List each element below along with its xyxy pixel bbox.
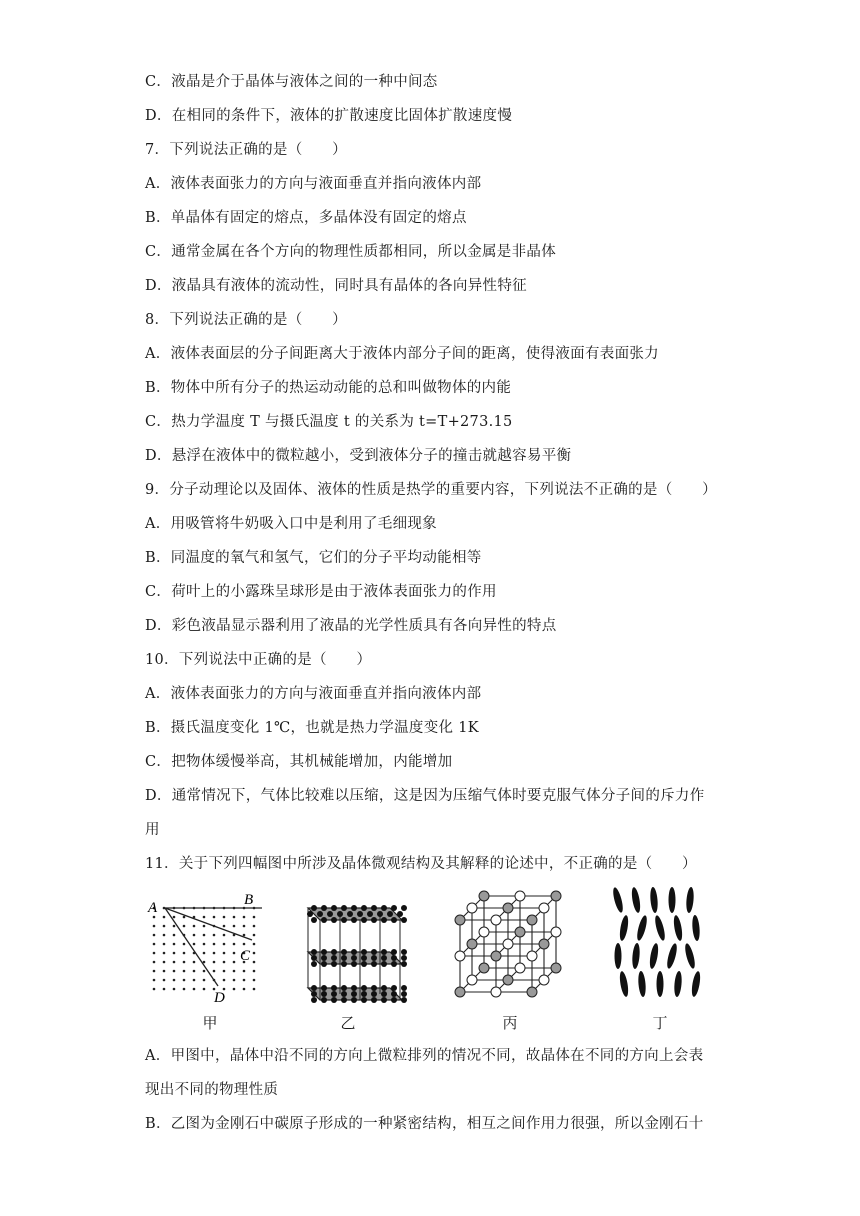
- point-b-label: B: [244, 892, 254, 908]
- carbon-atom: [331, 961, 337, 967]
- carbon-atom: [387, 911, 393, 917]
- line-q7-b: B．单晶体有固定的熔点，多晶体没有固定的熔点: [145, 210, 467, 226]
- lattice-dot: [153, 925, 156, 928]
- question-8-stem: 8．下列说法正确的是（ ）: [145, 312, 347, 328]
- lattice-dot: [223, 916, 226, 919]
- lattice-ion: [539, 903, 549, 913]
- carbon-atom: [331, 991, 337, 997]
- lattice-dot: [183, 979, 186, 982]
- lattice-ion: [455, 951, 465, 961]
- lattice-dot: [163, 934, 166, 937]
- liquid-crystal-molecule: [657, 971, 664, 997]
- carbon-atom: [321, 949, 327, 955]
- line-q7-c: C．通常金属在各个方向的物理性质都相同，所以金属是非晶体: [145, 244, 556, 260]
- point-a-label: A: [148, 900, 158, 916]
- lattice-dot: [183, 970, 186, 973]
- lattice-dot: [153, 970, 156, 973]
- lattice-ion: [539, 975, 549, 985]
- carbon-atom: [367, 911, 373, 917]
- carbon-atom: [381, 997, 387, 1003]
- carbon-atom: [321, 985, 327, 991]
- lattice-dot: [253, 988, 256, 991]
- line-q10-d: D．通常情况下，气体比较难以压缩，这是因为压缩气体时要克服气体分子间的斥力作: [145, 788, 705, 804]
- carbon-atom: [391, 961, 397, 967]
- carbon-atom: [401, 991, 407, 997]
- lattice-ion: [491, 951, 501, 961]
- lattice-dot: [253, 961, 256, 964]
- carbon-atom: [351, 905, 357, 911]
- lattice-dot: [173, 925, 176, 928]
- carbon-atom: [401, 997, 407, 1003]
- figure-yi-label: 乙: [340, 1014, 356, 1032]
- carbon-atom: [357, 911, 363, 917]
- lattice-dot: [153, 979, 156, 982]
- lattice-dot: [193, 943, 196, 946]
- lattice-dot: [173, 916, 176, 919]
- line-q10-a: A．液体表面张力的方向与液面垂直并指向液体内部: [145, 686, 482, 702]
- figure-jia: [140, 878, 270, 1032]
- liquid-crystal-molecule: [618, 915, 629, 942]
- lattice-ion: [551, 963, 561, 973]
- carbon-atom: [361, 905, 367, 911]
- lattice-dot: [233, 925, 236, 928]
- lattice-dot: [213, 952, 216, 955]
- carbon-atom: [391, 991, 397, 997]
- carbon-atom: [391, 997, 397, 1003]
- carbon-atom: [311, 905, 317, 911]
- cubic-lattice-diagram: [440, 878, 570, 1008]
- liquid-crystal-molecule: [635, 915, 648, 942]
- layered-structure-diagram: [290, 878, 410, 1008]
- carbon-atom: [391, 917, 397, 923]
- lattice-dot: [173, 943, 176, 946]
- liquid-crystal-molecule: [685, 887, 694, 914]
- lattice-dot: [223, 934, 226, 937]
- carbon-atom: [361, 991, 367, 997]
- lattice-dot: [163, 979, 166, 982]
- lattice-dot: [243, 916, 246, 919]
- carbon-atom: [361, 917, 367, 923]
- lattice-dot: [213, 943, 216, 946]
- line-q8-d: D．悬浮在液体中的微粒越小，受到液体分子的撞击就越容易平衡: [145, 448, 572, 464]
- lattice-ion: [527, 987, 537, 997]
- line-q11-a: A．甲图中，晶体中沿不同的方向上微粒排列的情况不同，故晶体在不同的方向上会表: [145, 1048, 704, 1064]
- lattice-dot: [163, 961, 166, 964]
- lattice-ion: [527, 951, 537, 961]
- liquid-crystal-molecule: [673, 971, 682, 998]
- carbon-atom: [337, 911, 343, 917]
- line-q7-d: D．液晶具有液体的流动性，同时具有晶体的各向异性特征: [145, 278, 527, 294]
- carbon-atom: [401, 955, 407, 961]
- carbon-atom: [377, 911, 383, 917]
- lattice-ion: [467, 975, 477, 985]
- line-q9-a: A．用吸管将牛奶吸入口中是利用了毛细现象: [145, 516, 437, 532]
- lattice-dot: [183, 988, 186, 991]
- lattice-dot: [173, 979, 176, 982]
- line-q7-a: A．液体表面张力的方向与液面垂直并指向液体内部: [145, 176, 482, 192]
- carbon-atom: [401, 949, 407, 955]
- lattice-ion: [491, 915, 501, 925]
- lattice-dot: [163, 943, 166, 946]
- carbon-atom: [311, 955, 317, 961]
- lattice-dot: [163, 970, 166, 973]
- carbon-atom: [351, 985, 357, 991]
- lattice-dot: [223, 961, 226, 964]
- lattice-dot: [213, 970, 216, 973]
- lattice-dot: [183, 943, 186, 946]
- line-q6-c: C．液晶是介于晶体与液体之间的一种中间态: [145, 74, 438, 90]
- lattice-dot: [193, 934, 196, 937]
- point-d-label: D: [214, 990, 225, 1006]
- lattice-ion: [503, 903, 513, 913]
- carbon-atom: [391, 905, 397, 911]
- lattice-ion: [515, 891, 525, 901]
- carbon-atom: [371, 991, 377, 997]
- line-q11-b: B．乙图为金刚石中碳原子形成的一种紧密结构，相互之间作用力很强，所以金刚石十: [145, 1116, 704, 1132]
- carbon-atom: [371, 985, 377, 991]
- carbon-atom: [371, 949, 377, 955]
- carbon-atom: [381, 991, 387, 997]
- liquid-crystal-molecule: [665, 943, 678, 970]
- liquid-crystal-molecule: [630, 887, 641, 914]
- carbon-atom: [401, 985, 407, 991]
- liquid-crystal-molecule: [669, 887, 676, 913]
- lattice-ion: [515, 963, 525, 973]
- carbon-atom: [401, 961, 407, 967]
- carbon-atom: [371, 917, 377, 923]
- figure-ding: [600, 878, 710, 1032]
- carbon-atom: [311, 949, 317, 955]
- carbon-atom: [351, 961, 357, 967]
- liquid-crystal-molecule: [683, 943, 696, 970]
- lattice-dot: [223, 979, 226, 982]
- lattice-dot: [193, 925, 196, 928]
- carbon-atom: [381, 961, 387, 967]
- figure-ding-label: 丁: [652, 1014, 668, 1032]
- lattice-dot: [203, 934, 206, 937]
- liquid-crystal-molecule: [690, 971, 701, 998]
- line-q8-b: B．物体中所有分子的热运动动能的总和叫做物体的内能: [145, 380, 512, 396]
- lattice-dot: [243, 979, 246, 982]
- lattice-dot: [243, 934, 246, 937]
- carbon-atom: [391, 985, 397, 991]
- lattice-dot: [203, 925, 206, 928]
- carbon-atom: [311, 917, 317, 923]
- lattice-dot: [173, 970, 176, 973]
- carbon-atom: [351, 991, 357, 997]
- lattice-dot: [183, 961, 186, 964]
- lattice-dot: [233, 961, 236, 964]
- lattice-dot: [153, 988, 156, 991]
- carbon-atom: [381, 985, 387, 991]
- carbon-atom: [341, 905, 347, 911]
- lattice-ion: [503, 939, 513, 949]
- lattice-ion: [539, 939, 549, 949]
- carbon-atom: [401, 917, 407, 923]
- liquid-crystal-molecule: [648, 943, 659, 970]
- lattice-dot: [153, 952, 156, 955]
- line-q9-c: C．荷叶上的小露珠呈球形是由于液体表面张力的作用: [145, 584, 497, 600]
- lattice-ion: [467, 939, 477, 949]
- carbon-atom: [391, 955, 397, 961]
- lattice-dot: [233, 988, 236, 991]
- lattice-dot: [223, 925, 226, 928]
- lattice-dot: [193, 961, 196, 964]
- carbon-atom: [341, 985, 347, 991]
- carbon-atom: [371, 905, 377, 911]
- lattice-dot: [253, 970, 256, 973]
- liquid-crystal-diagram: [600, 878, 710, 1008]
- liquid-crystal-molecule: [631, 943, 640, 970]
- carbon-atom: [391, 949, 397, 955]
- carbon-atom: [341, 955, 347, 961]
- carbon-atom: [341, 949, 347, 955]
- liquid-crystal-molecule: [653, 915, 666, 942]
- liquid-crystal-molecule: [611, 887, 624, 914]
- lattice-dot: [253, 952, 256, 955]
- carbon-atom: [331, 905, 337, 911]
- line-q9-b: B．同温度的氧气和氢气，它们的分子平均动能相等: [145, 550, 482, 566]
- lattice-dot: [153, 943, 156, 946]
- lattice-dot: [183, 952, 186, 955]
- carbon-atom: [321, 961, 327, 967]
- point-c-label: C: [240, 948, 251, 964]
- lattice-ion: [491, 987, 501, 997]
- line-q10-d-cont: 用: [145, 822, 160, 838]
- carbon-atom: [381, 949, 387, 955]
- lattice-dot: [203, 970, 206, 973]
- lattice-dot: [213, 961, 216, 964]
- lattice-dot: [203, 979, 206, 982]
- line-q11-a-cont: 现出不同的物理性质: [145, 1082, 279, 1098]
- lattice-dot: [243, 943, 246, 946]
- carbon-atom: [341, 997, 347, 1003]
- carbon-atom: [311, 991, 317, 997]
- carbon-atom: [351, 917, 357, 923]
- carbon-atom: [351, 997, 357, 1003]
- lattice-dot: [203, 952, 206, 955]
- line-q8-a: A．液体表面层的分子间距离大于液体内部分子间的距离，使得液面有表面张力: [145, 346, 659, 362]
- lattice-dot: [253, 916, 256, 919]
- lattice-ion: [551, 927, 561, 937]
- lattice-dot: [163, 988, 166, 991]
- lattice-dot: [233, 979, 236, 982]
- question-11-stem: 11．关于下列四幅图中所涉及晶体微观结构及其解释的论述中，不正确的是（ ）: [145, 856, 697, 872]
- carbon-atom: [381, 905, 387, 911]
- lattice-dot: [153, 961, 156, 964]
- carbon-atom: [321, 955, 327, 961]
- carbon-atom: [361, 997, 367, 1003]
- carbon-atom: [401, 905, 407, 911]
- carbon-atom: [321, 997, 327, 1003]
- lattice-dot: [213, 916, 216, 919]
- carbon-atom: [331, 949, 337, 955]
- question-10-stem: 10．下列说法中正确的是（ ）: [145, 652, 372, 668]
- carbon-atom: [397, 911, 403, 917]
- figure-yi: [290, 878, 410, 1032]
- lattice-dot: [243, 988, 246, 991]
- lattice-dot: [233, 916, 236, 919]
- carbon-atom: [327, 911, 333, 917]
- lattice-dot: [163, 916, 166, 919]
- lattice-dot: [183, 916, 186, 919]
- lattice-dot: [203, 916, 206, 919]
- lattice-ion: [515, 927, 525, 937]
- carbon-atom: [371, 997, 377, 1003]
- lattice-dot: [253, 943, 256, 946]
- carbon-atom: [381, 917, 387, 923]
- lattice-dot: [253, 925, 256, 928]
- lattice-dot: [153, 934, 156, 937]
- line-q10-c: C．把物体缓慢举高，其机械能增加，内能增加: [145, 754, 453, 770]
- carbon-atom: [347, 911, 353, 917]
- carbon-atom: [321, 905, 327, 911]
- lattice-dot: [243, 970, 246, 973]
- carbon-atom: [371, 961, 377, 967]
- lattice-dot: [203, 988, 206, 991]
- lattice-dot: [233, 970, 236, 973]
- lattice-dot: [193, 979, 196, 982]
- carbon-atom: [361, 985, 367, 991]
- lattice-dot: [233, 943, 236, 946]
- liquid-crystal-molecule: [691, 915, 700, 942]
- liquid-crystal-molecule: [649, 887, 658, 914]
- lattice-ion: [455, 987, 465, 997]
- carbon-atom: [341, 961, 347, 967]
- lattice-ion: [479, 963, 489, 973]
- lattice-dot-diagram: [140, 878, 270, 1008]
- lattice-dot: [223, 952, 226, 955]
- carbon-atom: [321, 917, 327, 923]
- question-9-stem: 9．分子动理论以及固体、液体的性质是热学的重要内容，下列说法不正确的是（ ）: [145, 482, 717, 498]
- lattice-ion: [467, 903, 477, 913]
- question-7-stem: 7．下列说法正确的是（ ）: [145, 142, 347, 158]
- line-q9-d: D．彩色液晶显示器利用了液晶的光学性质具有各向异性的特点: [145, 618, 557, 634]
- lattice-dot: [183, 925, 186, 928]
- carbon-atom: [361, 961, 367, 967]
- carbon-atom: [331, 917, 337, 923]
- line-q6-d: D．在相同的条件下，液体的扩散速度比固体扩散速度慢: [145, 108, 513, 124]
- carbon-atom: [321, 991, 327, 997]
- lattice-dot: [193, 988, 196, 991]
- figure-bing-label: 丙: [502, 1014, 518, 1032]
- carbon-atom: [331, 985, 337, 991]
- carbon-atom: [331, 955, 337, 961]
- carbon-atom: [351, 949, 357, 955]
- figure-bing: [440, 878, 570, 1032]
- lattice-dot: [233, 952, 236, 955]
- lattice-dot: [213, 934, 216, 937]
- lattice-ion: [479, 927, 489, 937]
- carbon-atom: [351, 955, 357, 961]
- lattice-dot: [223, 943, 226, 946]
- lattice-dot: [193, 970, 196, 973]
- figure-row: [140, 878, 720, 1032]
- lattice-ion: [503, 975, 513, 985]
- lattice-dot: [253, 979, 256, 982]
- lattice-dot: [173, 934, 176, 937]
- liquid-crystal-molecule: [672, 915, 683, 942]
- line-q10-b: B．摄氏温度变化 1℃，也就是热力学温度变化 1K: [145, 720, 479, 736]
- figure-jia-label: 甲: [202, 1014, 218, 1032]
- carbon-atom: [361, 949, 367, 955]
- carbon-atom: [361, 955, 367, 961]
- line-q8-c: C．热力学温度 T 与摄氏温度 t 的关系为 t=T+273.15: [145, 414, 513, 430]
- lattice-dot: [203, 943, 206, 946]
- carbon-atom: [341, 991, 347, 997]
- lattice-ion: [455, 915, 465, 925]
- lattice-ion: [527, 915, 537, 925]
- lattice-dot: [153, 916, 156, 919]
- lattice-dot: [173, 988, 176, 991]
- lattice-dot: [173, 952, 176, 955]
- carbon-atom: [317, 911, 323, 917]
- liquid-crystal-molecule: [637, 971, 646, 998]
- carbon-atom: [311, 985, 317, 991]
- carbon-atom: [371, 955, 377, 961]
- carbon-atom: [307, 911, 313, 917]
- lattice-dot: [173, 961, 176, 964]
- liquid-crystal-molecule: [618, 971, 629, 998]
- carbon-atom: [311, 997, 317, 1003]
- lattice-dot: [243, 925, 246, 928]
- lattice-dot: [223, 970, 226, 973]
- lattice-ion: [551, 891, 561, 901]
- lattice-ion: [479, 891, 489, 901]
- lattice-dot: [163, 925, 166, 928]
- lattice-dot: [253, 934, 256, 937]
- lattice-dot: [163, 952, 166, 955]
- liquid-crystal-molecule: [615, 943, 622, 969]
- carbon-atom: [341, 917, 347, 923]
- carbon-atom: [331, 997, 337, 1003]
- carbon-atom: [311, 961, 317, 967]
- carbon-atom: [381, 955, 387, 961]
